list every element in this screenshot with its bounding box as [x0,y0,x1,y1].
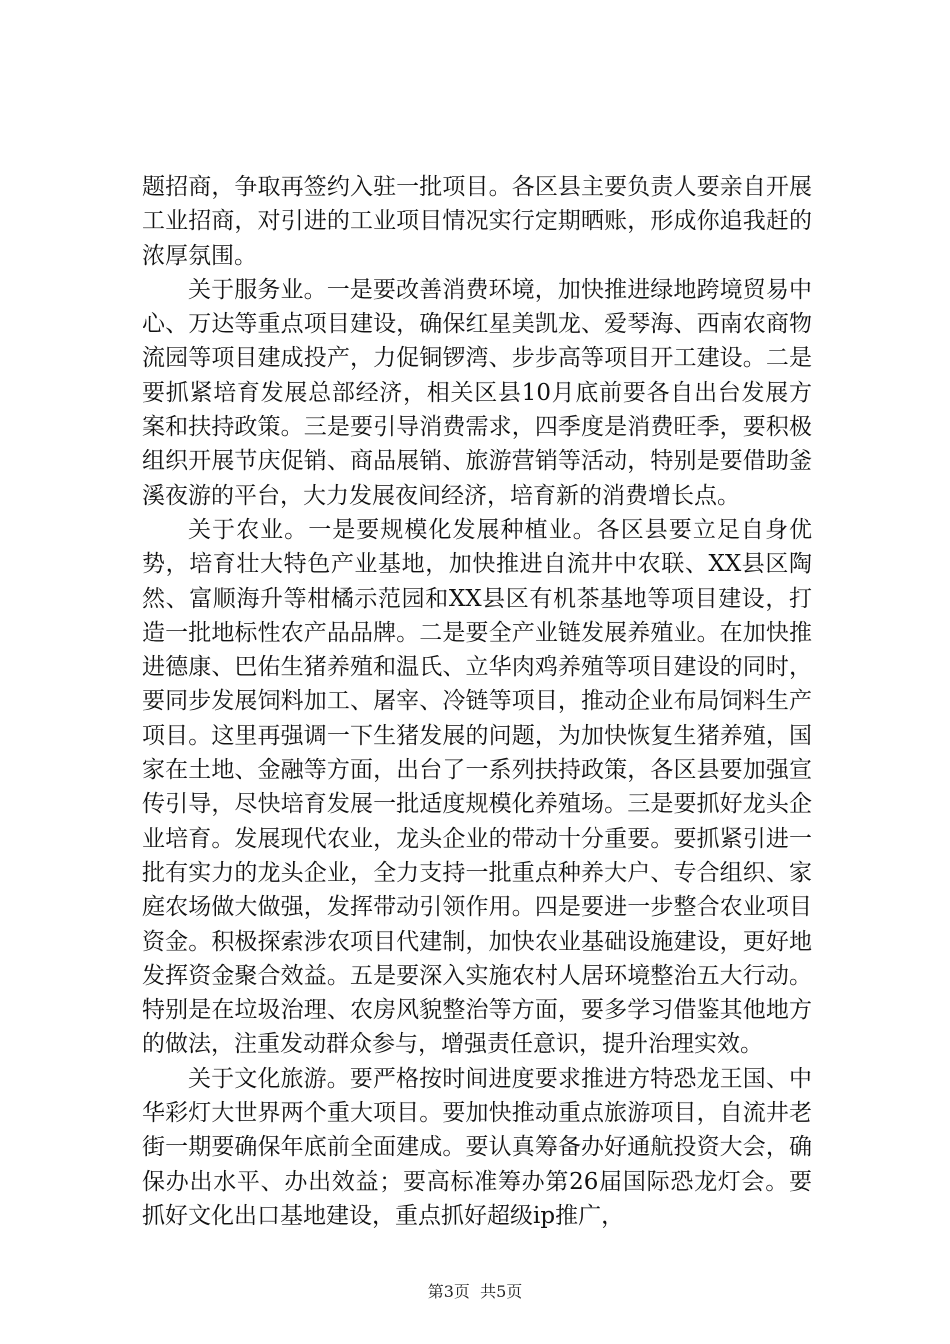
document-body [142,170,812,1233]
paragraph-services: 关于服务业。一是要改善消费环境，加快推进绿地跨境贸易中心、万达等重点项目建设，确保红星美凯龙、爱琴海、西南农商物流园等项目建成投产，力促铜锣湾、步步高等项目开工建设。二是要抓紧培育发展总部经济，相关区县10月底前要各自出台发展方案和扶持政策。三是要引导消费需求，四季度是消费旺季，要积极组织开展节庆促销、商品展销、旅游营销等活动，特别是要借助釜溪夜游的平台，大力发展夜间经济，培育新的消费增长点。 [142,276,812,509]
page-number: 第3页 共5页 [427,1282,523,1301]
paragraph-culture-tourism: 关于文化旅游。要严格按时间进度要求推进方特恐龙王国、中华彩灯大世界两个重大项目。要加快推动重点旅游项目，自流井老街一期要确保年底前全面建成。要认真筹备办好通航投资大会，确保办出水平、办出效益；要高标准筹办第26届国际恐龙灯会。要抓好文化出口基地建设，重点抓好超级ip推广， [142,1065,812,1229]
paragraph-agriculture: 关于农业。一是要规模化发展种植业。各区县要立足自身优势，培育壮大特色产业基地，加快推进自流井中农联、XX县区陶然、富顺海升等柑橘示范园和XX县区有机茶基地等项目建设，打造一批地标性农产品品牌。二是要全产业链发展养殖业。在加快推进德康、巴佑生猪养殖和温氏、立华肉鸡养殖等项目建设的同时，要同步发展饲料加工、屠宰、冷链等项目，推动企业布局饲料生产项目。这里再强调一下生猪发展的问题，为加快恢复生猪养殖，国家在土地、金融等方面，出台了一系列扶持政策，各区县要加强宣传引导，尽快培育发展一批适度规模化养殖场。三是要抓好龙头企业培育。发展现代农业，龙头企业的带动十分重要。要抓紧引进一批有实力的龙头企业，全力支持一批重点种养大户、专合组织、家庭农场做大做强，发挥带动引领作用。四是要进一步整合农业项目资金。积极探索涉农项目代建制，加快农业基础设施建设，更好地发挥资金聚合效益。五是要深入实施农村人居环境整治五大行动。特别是在垃圾治理、农房风貌整治等方面，要多学习借鉴其他地方的做法，注重发动群众参与，增强责任意识，提升治理实效。 [142,516,812,1058]
page-footer [0,1279,950,1302]
paragraph-continuation: 题招商，争取再签约入驻一批项目。各区县主要负责人要亲自开展工业招商，对引进的工业项目情况实行定期晒账，形成你追我赶的浓厚氛围。 [142,174,812,269]
